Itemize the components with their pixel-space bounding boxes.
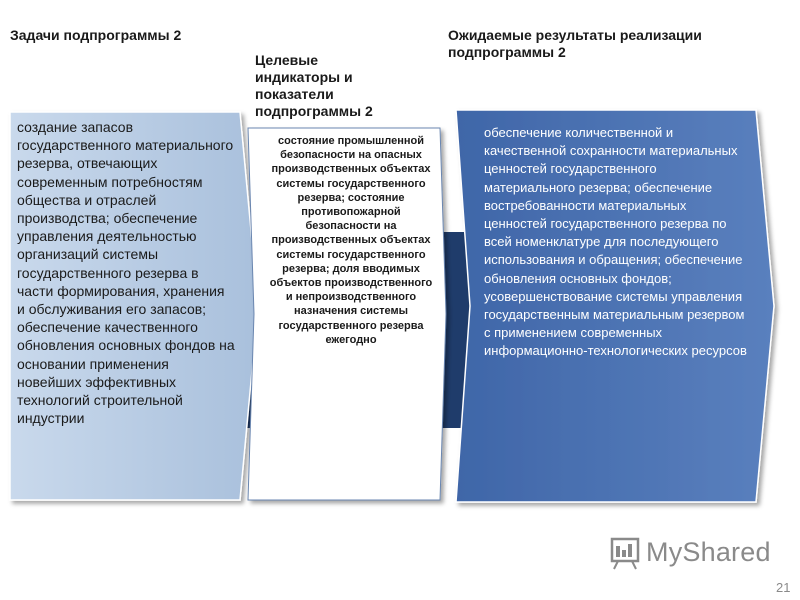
indicators-text: состояние промышленной безопасности на опасных производственных объектах системы государственного резерва; состояние противопожарной безопасности на производственных объектах системы государственного резерва; доля вводимых объектов производственного и непроизводственного назначения системы государственного резерва ежегодно <box>269 135 433 346</box>
myshared-logo-text: MyShared <box>646 537 771 567</box>
page-number: 21 <box>776 580 791 595</box>
indicators-header: Целевые индикаторы и показатели подпрограммы 2 <box>255 52 373 119</box>
results-header: Ожидаемые результаты реализации подпрограммы 2 <box>448 27 702 60</box>
tasks-header: Задачи подпрограммы 2 <box>10 27 182 43</box>
tasks-text: создание запасов государственного материального резерва, отвечающих современным потребностям общества и отраслей производства; обеспечение управления деятельностью организаций системы государственного резерва в части формирования, хранения и обслуживания его запасов; обеспечение качественного обновления основных фондов на основании применения новейших эффективных технологий строительной индустрии <box>17 119 235 427</box>
myshared-logo-icon <box>608 533 644 573</box>
results-text: обеспечение количественной и качественной сохранности материальных ценностей государственного материального резерва; обеспечение востребованности материальных ценностей государственного резерва по всей номенклатуре для последующего использования и обращения; обеспечение обновления основных фондов; усовершенствование системы управления государственным материальным резервом с применением современных информационно-технологических ресурсов <box>484 125 747 359</box>
